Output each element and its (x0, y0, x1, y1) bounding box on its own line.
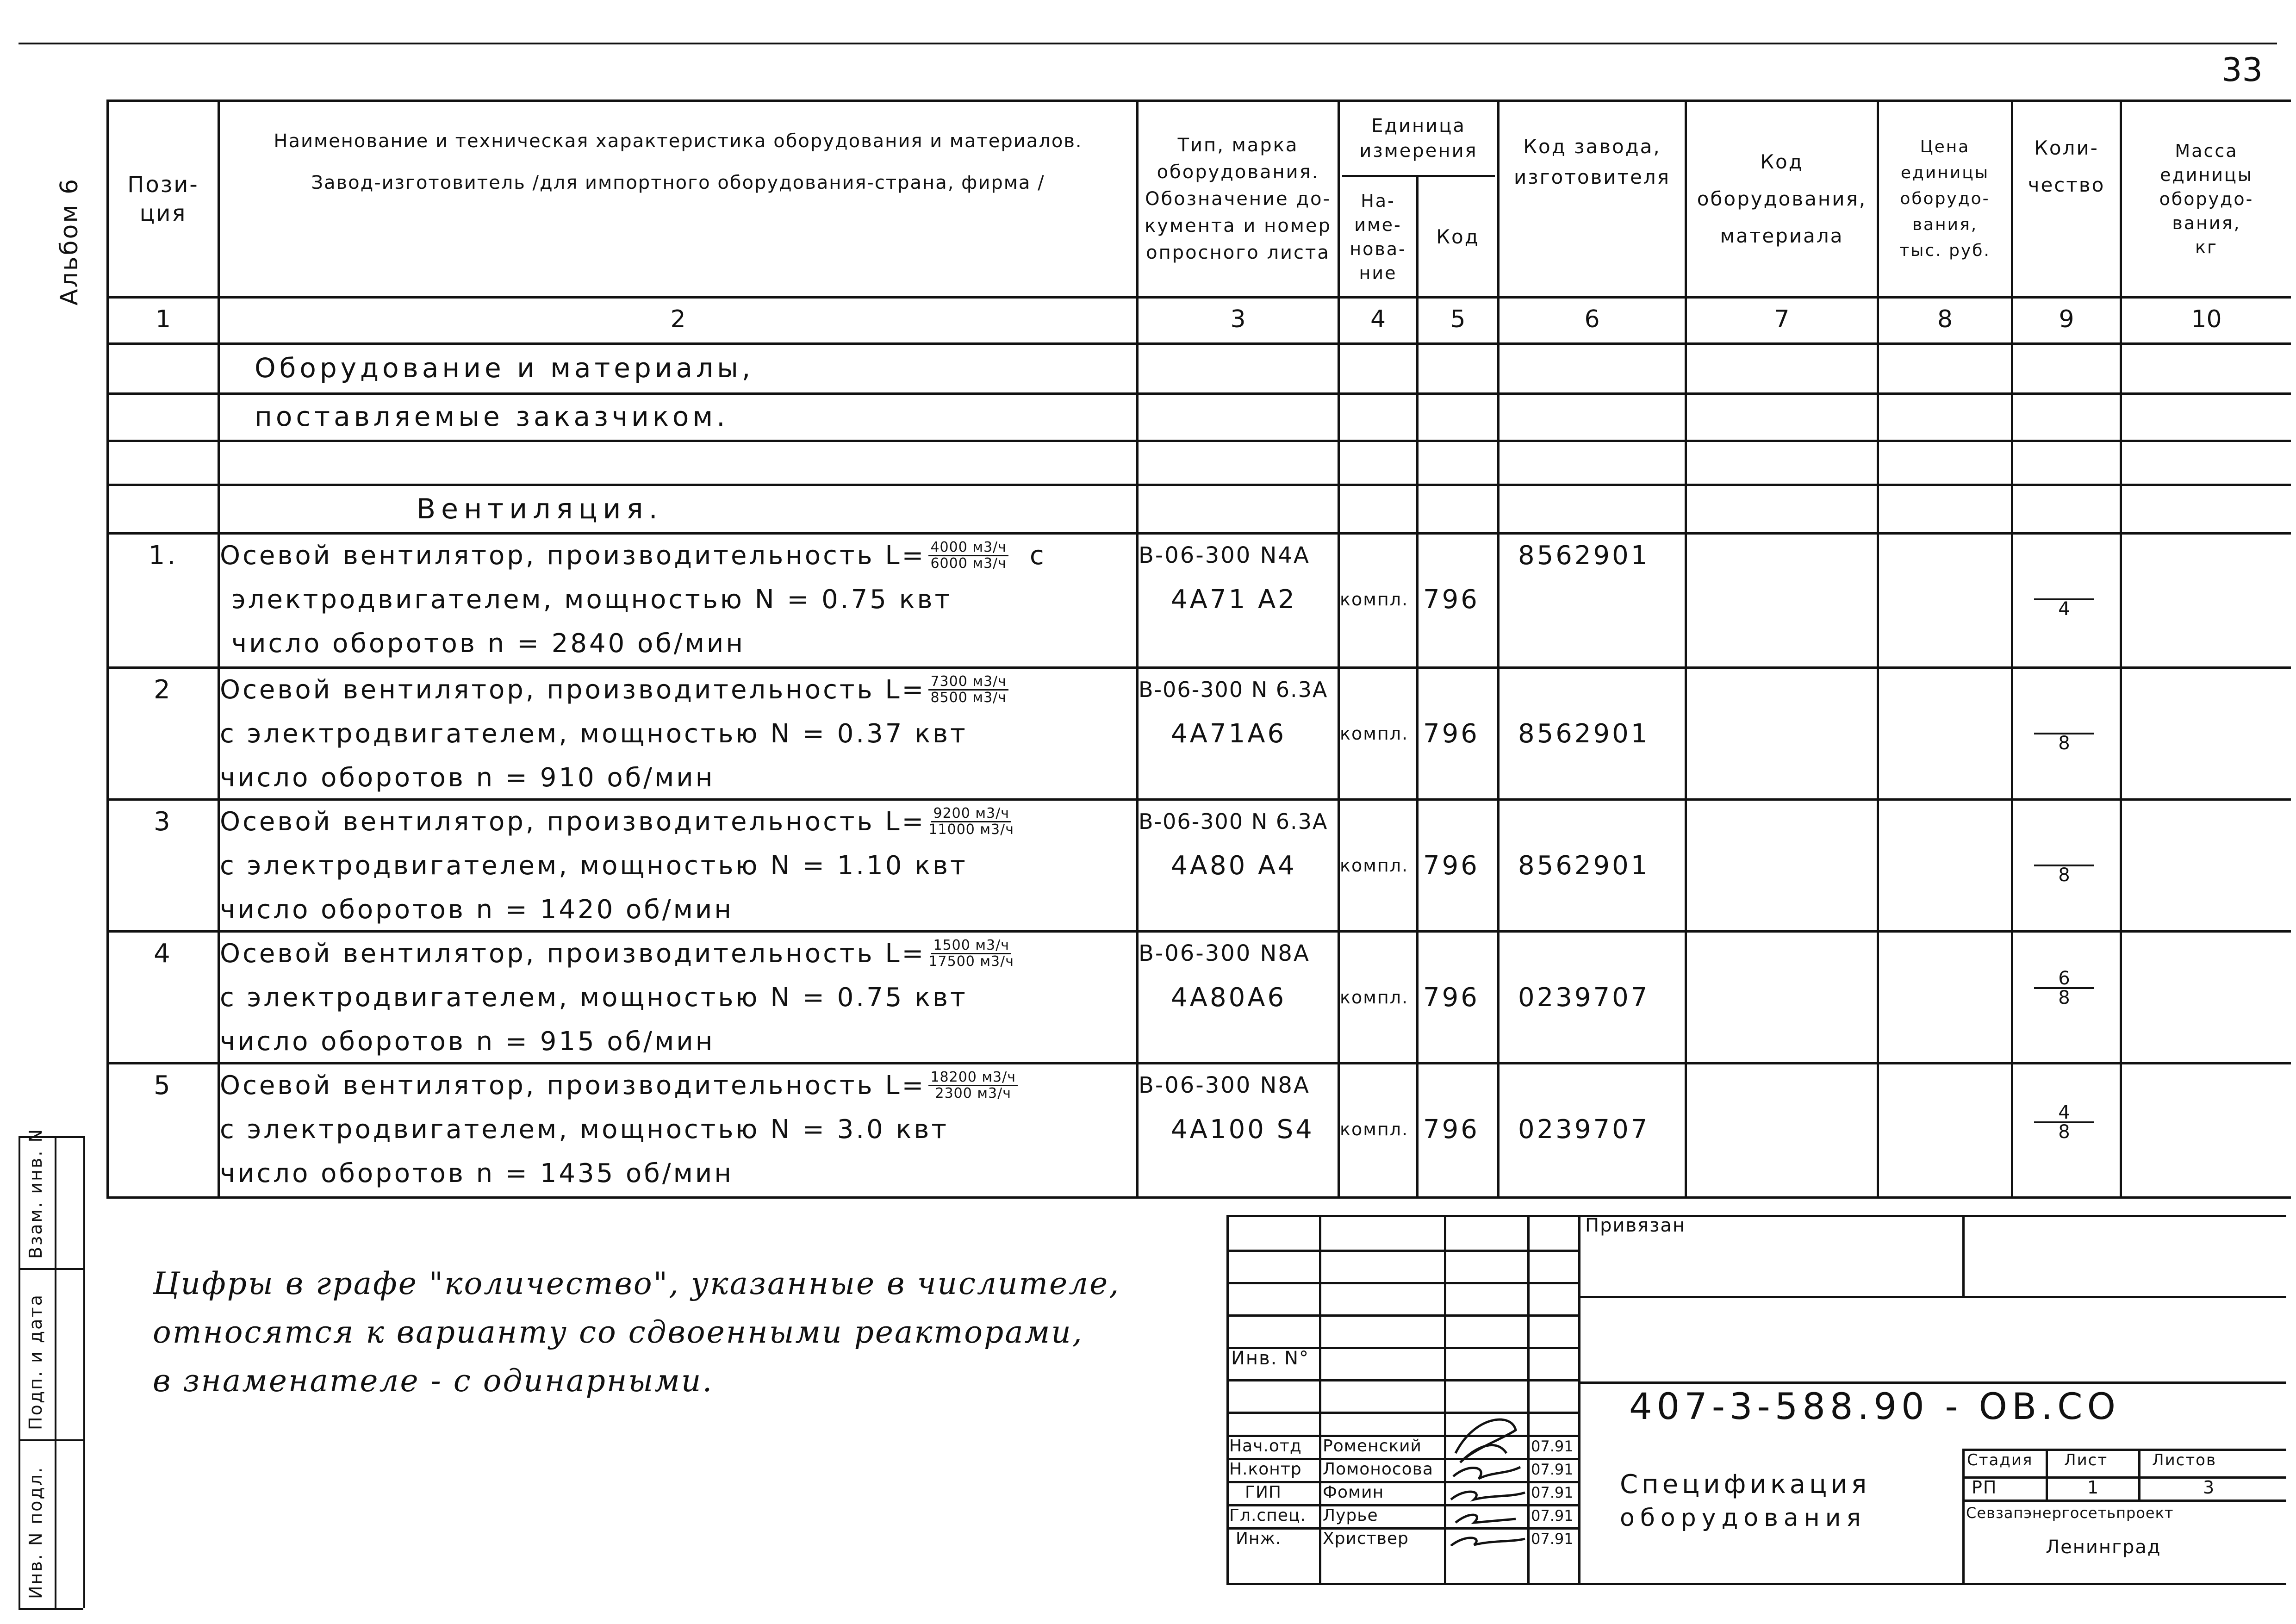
item-unit-code: 796 (1423, 718, 1480, 749)
item-type: В-06-300 N4А (1139, 542, 1310, 568)
header-price: Цена единицы оборудо- вания, тыс. руб. (1899, 137, 1991, 260)
item-description: число оборотов n = 1435 об/мин (220, 1158, 734, 1188)
item-quantity: 6 8 (2034, 970, 2094, 1007)
privyazan-label: Привязан (1585, 1215, 1686, 1236)
signer-role: Нач.отд (1229, 1437, 1302, 1456)
item-factory-code: 0239707 (1518, 1114, 1650, 1145)
header-unit-code: Код (1436, 225, 1480, 248)
item-description: число оборотов n = 910 об/мин (220, 762, 715, 793)
album-label: Альбом 6 (56, 177, 83, 305)
item-motor: 4А80 А4 (1171, 850, 1297, 881)
item-position: 1. (148, 540, 178, 571)
item-unit: компл. (1340, 589, 1409, 610)
sheets-label: Листов (2152, 1451, 2217, 1469)
item-factory-code: 8562901 (1518, 850, 1650, 881)
document-title: Спецификация (1620, 1469, 1871, 1500)
item-unit: компл. (1340, 723, 1409, 744)
signer-role: ГИП (1245, 1483, 1282, 1502)
item-position: 3 (154, 806, 173, 837)
signer-date: 07.91 (1531, 1530, 1574, 1548)
header-factory-code: Код завода, изготовителя (1513, 135, 1671, 188)
item-motor: 4А71А6 (1171, 718, 1287, 749)
signer-role: Гл.спец. (1229, 1506, 1306, 1525)
item-motor: 4А100 S4 (1171, 1114, 1314, 1145)
signer-name: Христвер (1323, 1529, 1409, 1548)
item-unit-code: 796 (1423, 584, 1480, 615)
item-factory-code: 0239707 (1518, 982, 1650, 1013)
item-description: с электродвигателем, мощностью N = 1.10 квт (220, 850, 968, 881)
item-description: Осевой вентилятор, производительность L= $\frac{18200 м3/ч}{2300 м3/ч}$ (220, 1064, 1020, 1106)
signer-name: Ломоносова (1323, 1460, 1433, 1479)
item-quantity: 4 (2034, 581, 2094, 618)
item-type: В-06-300 N8А (1139, 1072, 1310, 1098)
col-number: 10 (2191, 305, 2222, 333)
item-type: В-06-300 N8А (1139, 940, 1310, 966)
sheet-number: 33 (2221, 51, 2263, 89)
item-quantity: 8 (2034, 715, 2094, 752)
signer-name: Роменский (1323, 1437, 1422, 1456)
item-description: с электродвигателем, мощностью N = 3.0 квт (220, 1114, 949, 1145)
item-description: Осевой вентилятор, производительность L= $\frac{4000 м3/ч}{6000 м3/ч}$ с (220, 539, 1046, 572)
item-unit-code: 796 (1423, 982, 1480, 1013)
item-motor: 4А80А6 (1171, 982, 1287, 1013)
item-description: с электродвигателем, мощностью N = 0.75 квт (220, 982, 968, 1013)
stage-value: РП (1972, 1477, 1997, 1498)
item-description: Осевой вентилятор, производительность L= $\frac{9200 м3/ч}{11000 м3/ч}$ (220, 805, 1014, 838)
note-line: относятся к варианту со сдвоенными реакторами, (153, 1314, 1083, 1350)
item-position: 2 (154, 674, 173, 705)
item-factory-code: 8562901 (1518, 718, 1650, 749)
col-number: 4 (1370, 305, 1386, 333)
section-heading: поставляемые заказчиком. (255, 401, 729, 432)
item-factory-code: 8562901 (1518, 540, 1650, 571)
item-position: 4 (154, 938, 173, 969)
item-type: В-06-300 N 6.3А (1139, 809, 1328, 834)
col-number: 5 (1450, 305, 1466, 333)
item-description: число оборотов n = 2840 об/мин (231, 628, 745, 659)
sheet-value: 1 (2087, 1477, 2100, 1498)
city: Ленинград (2046, 1537, 2161, 1558)
header-equipment-code: Код оборудования, материала (1697, 150, 1867, 247)
note-line: Цифры в графе "количество", указанные в числителе, (153, 1266, 1120, 1301)
organization: Севзапэнергосетьпроект (1966, 1504, 2174, 1522)
item-unit: компл. (1340, 987, 1409, 1008)
col-number: 3 (1230, 305, 1246, 333)
item-description: Осевой вентилятор, производительность L= $\frac{1500 м3/ч}{17500 м3/ч}$ (220, 937, 1014, 970)
item-description: Осевой вентилятор, производительность L= $\frac{7300 м3/ч}{8500 м3/ч}$ (220, 669, 1011, 710)
item-unit-code: 796 (1423, 850, 1480, 881)
sheet-label: Лист (2064, 1451, 2108, 1469)
item-quantity: 8 (2034, 847, 2094, 884)
item-unit: компл. (1340, 855, 1409, 876)
sheets-value: 3 (2203, 1477, 2215, 1498)
signer-role: Инж. (1236, 1529, 1282, 1548)
col-number: 6 (1584, 305, 1600, 333)
signer-name: Фомин (1323, 1483, 1384, 1502)
item-type: В-06-300 N 6.3А (1139, 677, 1328, 702)
col-number: 1 (155, 305, 171, 333)
section-subtitle: Вентиляция. (417, 493, 663, 525)
col-number: 7 (1774, 305, 1790, 333)
header-unit: Единица измерения (1359, 115, 1478, 162)
stage-label: Стадия (1967, 1451, 2033, 1469)
item-motor: 4А71 А2 (1171, 584, 1297, 615)
signer-date: 07.91 (1531, 1484, 1574, 1501)
header-name: Наименование и техническая характеристика оборудования и материалов. Завод-изготовитель /для импортного оборудования-страна, фирма / (274, 131, 1083, 193)
stamp-sign-date: Подп. и дата (25, 1294, 46, 1430)
signer-name: Лурье (1323, 1506, 1378, 1525)
item-position: 5 (154, 1070, 173, 1101)
signer-date: 07.91 (1531, 1437, 1574, 1455)
col-number: 8 (1937, 305, 1953, 333)
item-description: электродвигателем, мощностью N = 0.75 квт (231, 584, 952, 615)
signer-date: 07.91 (1531, 1507, 1574, 1524)
item-quantity: 4 8 (2034, 1104, 2094, 1141)
header-type: Тип, марка оборудования. Обозначение до- кумента и номер опросного листа (1145, 135, 1332, 263)
item-unit-code: 796 (1423, 1114, 1480, 1145)
document-title: оборудования (1620, 1504, 1867, 1532)
item-unit: компл. (1340, 1119, 1409, 1139)
header-quantity: Коли- чество (2028, 137, 2105, 196)
item-description: число оборотов n = 1420 об/мин (220, 894, 734, 925)
header-position: Пози- ция (127, 172, 199, 226)
signer-role: Н.контр (1229, 1460, 1302, 1479)
stamp-replace-inv: Взам. инв. N (25, 1128, 46, 1259)
col-number: 9 (2059, 305, 2074, 333)
header-mass: Масса единицы оборудо- вания, кг (2159, 141, 2254, 257)
item-description: число оборотов n = 915 об/мин (220, 1026, 715, 1057)
inv-no-label: Инв. N° (1231, 1348, 1309, 1369)
signer-date: 07.91 (1531, 1461, 1574, 1478)
section-heading: Оборудование и материалы, (255, 352, 754, 384)
stamp-orig-inv: Инв. N подл. (25, 1466, 46, 1599)
note-line: в знаменателе - с одинарными. (153, 1363, 714, 1399)
document-code: 407-3-588.90 - ОВ.СО (1629, 1386, 2121, 1428)
item-description: с электродвигателем, мощностью N = 0.37 квт (220, 718, 968, 749)
header-unit-name: На- име- нова- ние (1350, 190, 1406, 283)
signatures (1446, 1398, 1530, 1546)
col-number: 2 (670, 305, 686, 333)
